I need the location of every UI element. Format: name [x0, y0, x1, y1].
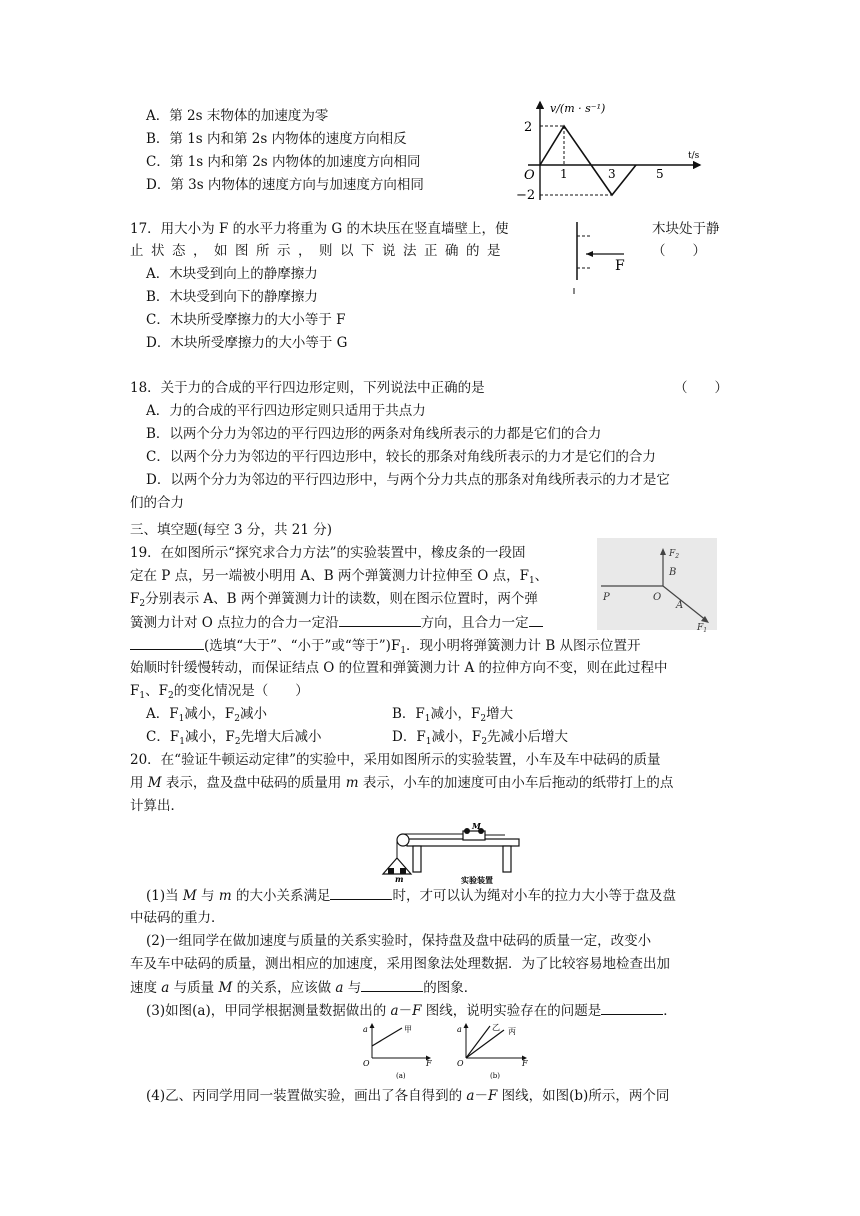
line-jia: [372, 1028, 402, 1046]
origin-label: O: [524, 168, 535, 183]
force-label: F: [615, 258, 625, 274]
x-tick-3: 3: [608, 167, 616, 181]
q19-line1: 19．在如图所示“探究求合力方法”的实验装置中，橡皮条的一段固: [130, 545, 526, 561]
section-3-heading: 三、填空题(每空 3 分，共 21 分): [130, 522, 332, 538]
q17-wall-figure: [560, 218, 640, 298]
q19-line3: $F_2$分别表示 A、B 两个弹簧测力计的读数，则在图示位置时，两个弹: [130, 591, 538, 609]
svg-text:F2: $F_2$: [669, 549, 680, 560]
q19-line6: 始顺时针缓慢转动，而保证结点 O 的位置和弹簧测力计 A 的拉伸方向不变，则在此过程中: [130, 660, 668, 676]
q17-option-a: A．木块受到向上的静摩擦力: [146, 266, 318, 282]
q20-part4: (4)乙、丙同学用同一装置做实验，画出了各自得到的 a－F 图线，如图(b)所示，两个同: [146, 1088, 670, 1104]
svg-text:F: F: [522, 1059, 528, 1068]
q18-option-a: A．力的合成的平行四边形定则只适用于共点力: [146, 403, 426, 419]
q18-answer-paren: （ ）: [674, 380, 728, 396]
q18-stem: 18．关于力的合成的平行四边形定则，下列说法中正确的是: [130, 380, 485, 396]
line-yi: [466, 1026, 490, 1058]
q18-option-d-line1: D．以两个分力为邻边的平行四边形中，与两个分力共点的那条对角线所表示的力才是它: [146, 472, 670, 488]
svg-text:F: F: [426, 1059, 432, 1068]
v-axis-label: v/(m · s⁻¹): [550, 102, 606, 115]
q19-option-d: D．$F_1$减小，$F_2$先减小后增大: [392, 729, 569, 747]
pulley: [397, 834, 409, 846]
q20-line1: 20．在“验证牛顿运动定律”的实验中，采用如图所示的实验装置，小车及车中砝码的质量: [130, 752, 661, 768]
q20-blank-1[interactable]: [330, 885, 392, 900]
svg-text:甲: 甲: [404, 1025, 412, 1034]
q20-part2-line1: (2)一组同学在做加速度与质量的关系实验时，保持盘及盘中砝码的质量一定，改变小: [146, 933, 652, 949]
q18-option-d-line2: 们的合力: [130, 495, 184, 511]
svg-text:B: B: [669, 567, 677, 578]
q20-line3: 计算出．: [130, 798, 184, 814]
y-tick-2: 2: [524, 120, 533, 135]
t-axis-label: t/s: [688, 151, 700, 161]
q16-option-b: B．第 1s 内和第 2s 内物体的速度方向相反: [146, 131, 407, 147]
q19-option-b: B．$F_1$减小，$F_2$增大: [392, 706, 514, 724]
svg-text:a: a: [457, 1025, 462, 1034]
line-bing: [466, 1030, 504, 1058]
svg-text:M: M: [472, 821, 481, 831]
q20-part2-line2: 车及车中砝码的质量，测出相应的加速度，采用图象法处理数据．为了比较容易地检查出加: [130, 956, 670, 972]
y-tick-neg2: −2: [516, 188, 536, 203]
q19-line4: 簧测力计对 O 点拉力的合力一定沿 方向，且合力一定: [130, 612, 543, 633]
x-tick-5: 5: [656, 167, 664, 181]
q17-option-c: C．木块所受摩擦力的大小等于 F: [146, 312, 346, 328]
weight-pan: [383, 858, 411, 874]
q17-stem-line1a: 17．用大小为 F 的水平力将重为 G 的木块压在竖直墙壁上，使: [130, 221, 509, 237]
q19-force-figure: [597, 538, 717, 634]
vt-line: [540, 126, 636, 195]
q20-blank-3[interactable]: [601, 1000, 663, 1015]
x-tick-1: 1: [560, 167, 568, 181]
svg-text:O: O: [363, 1059, 370, 1068]
svg-text:O: O: [457, 1059, 464, 1068]
svg-text:F1: $F_1$: [697, 623, 708, 634]
q19-option-a: A．$F_1$减小，$F_2$减小: [146, 706, 267, 724]
q20-part1-line2: 中砝码的重力．: [130, 910, 225, 926]
q18-option-b: B．以两个分力为邻边的平行四边形的两条对角线所表示的力都是它们的合力: [146, 426, 602, 442]
q20-part3: (3)如图(a)，甲同学根据测量数据做出的 a－F 图线，说明实验存在的问题是 ．: [146, 1000, 677, 1021]
graph-a: [363, 1024, 432, 1080]
q20-blank-2[interactable]: [361, 977, 423, 992]
svg-text:乙: 乙: [492, 1023, 500, 1032]
svg-text:a: a: [363, 1025, 368, 1034]
q16-option-c: C．第 1s 内和第 2s 内物体的加速度方向相同: [146, 154, 421, 170]
q20-apparatus-figure: [375, 821, 525, 885]
q17-option-d: D．木块所受摩擦力的大小等于 G: [146, 335, 348, 351]
q19-line5: (选填“大于”、“小于”或“等于$”)F_1$．现小明将弹簧测力计 B 从图示位置开: [130, 635, 641, 656]
q19-line2: 定在 P 点，另一端被小明用 A、B 两个弹簧测力计拉伸至 O 点，$F_1$、: [130, 568, 549, 586]
svg-text:A: A: [676, 600, 684, 611]
q20-af-graphs: [362, 1022, 542, 1082]
q20-line2: 用 M 表示，盘及盘中砝码的质量用 m 表示，小车的加速度可由小车后拖动的纸带打上的点: [130, 775, 674, 791]
q20-part1-line1: (1)当 M 与 m 的大小关系满足 时，才可以认为绳对小车的拉力大小等于盘及盘: [146, 885, 676, 906]
graph-b: [457, 1023, 528, 1080]
q16-vt-graph: [510, 96, 710, 208]
q17-stem-text: 止状态，如图所示，则以下说法正确的是: [130, 243, 508, 259]
q16-option-d: D．第 3s 内物体的速度方向与加速度方向相同: [146, 177, 424, 193]
q18-option-c: C．以两个分力为邻边的平行四边形中，较长的那条对角线所表示的力才是它们的合力: [146, 449, 656, 465]
q17-stem-line1b: 木块处于静: [652, 221, 720, 237]
svg-text:P: P: [603, 592, 610, 603]
svg-text:m: m: [395, 874, 404, 884]
q16-option-a: A．第 2s 末物体的加速度为零: [146, 108, 329, 124]
q19-blank-2[interactable]: [130, 635, 204, 650]
svg-text:O: O: [653, 592, 662, 603]
q17-stem-line2: [130, 241, 550, 261]
svg-text:丙: 丙: [508, 1027, 516, 1036]
q17-answer-paren: （ ）: [652, 243, 706, 259]
svg-text:(b): (b): [490, 1072, 500, 1080]
q17-option-b: B．木块受到向下的静摩擦力: [146, 289, 318, 305]
q20-part2-line3: 速度 a 与质量 M 的关系，应该做 a 与 的图象．: [130, 977, 477, 998]
svg-text:(a): (a): [396, 1072, 406, 1080]
q19-line7: $F_1$、$F_2$的变化情况是（ ）: [130, 683, 309, 701]
q19-option-c: C．$F_1$减小，$F_2$先增大后减小: [146, 729, 322, 747]
apparatus-caption: 实验装置: [461, 875, 493, 885]
q19-blank-1[interactable]: [339, 612, 421, 627]
